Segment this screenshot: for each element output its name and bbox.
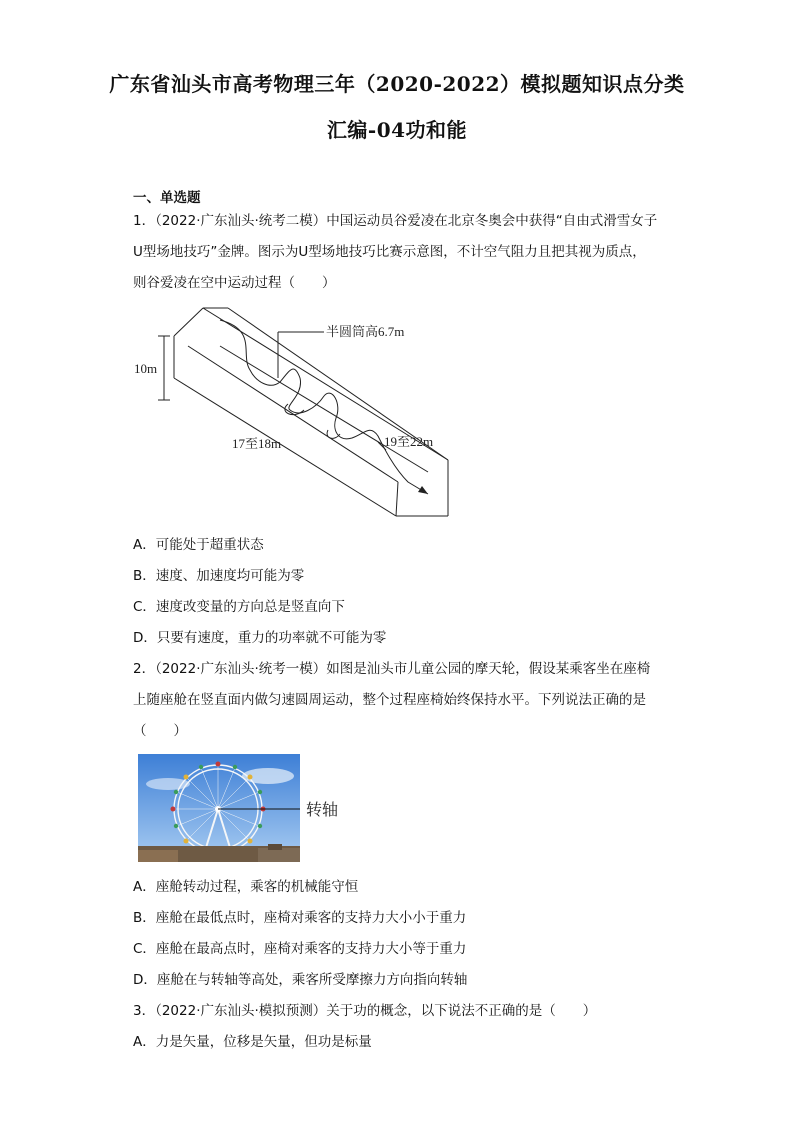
section-heading: 一、单选题 xyxy=(133,190,201,206)
q1-option-b: B．速度、加速度均可能为零 xyxy=(133,568,305,584)
q1-option-c: C．速度改变量的方向总是竖直向下 xyxy=(133,599,345,615)
document-title-line-1: 广东省汕头市高考物理三年（2020-2022）模拟题知识点分类 xyxy=(109,72,685,96)
q1-stem-line-1: 1．（2022·广东汕头·统考二模）中国运动员谷爱凌在北京冬奥会中获得“自由式滑雪女子 xyxy=(133,213,658,229)
right-length-label: 19至22m xyxy=(384,434,434,449)
ferris-wheel-photo xyxy=(138,754,300,862)
q3-option-a: A．力是矢量，位移是矢量，但功是标量 xyxy=(133,1034,372,1050)
q1-option-d: D．只要有速度，重力的功率就不可能为零 xyxy=(133,630,387,646)
left-length-label: 17至18m xyxy=(232,436,282,451)
q1-option-a: A．可能处于超重状态 xyxy=(133,537,264,553)
q2-option-b: B．座舱在最低点时，座椅对乘客的支持力大小小于重力 xyxy=(133,910,467,926)
q1-stem-line-3: 则谷爱凌在空中运动过程（ ） xyxy=(133,275,336,291)
pipe-height-label: 半圆筒高6.7m xyxy=(326,324,405,339)
axis-label-holder xyxy=(300,800,360,820)
u-pipe-diagram xyxy=(128,300,458,530)
q2-stem-line-1: 2．（2022·广东汕头·统考一模）如图是汕头市儿童公园的摩天轮，假设某乘客坐在座椅 xyxy=(133,661,651,677)
q1-stem-line-2: U型场地技巧”金牌。图示为U型场地技巧比赛示意图，不计空气阻力且把其视为质点， xyxy=(133,244,646,260)
q2-option-d: D．座舱在与转轴等高处，乘客所受摩擦力方向指向转轴 xyxy=(133,972,468,988)
q2-stem-line-3: （ ） xyxy=(133,723,187,739)
axis-label: 转轴 xyxy=(306,800,339,819)
q2-stem-line-2: 上随座舱在竖直面内做匀速圆周运动，整个过程座椅始终保持水平。下列说法正确的是 xyxy=(133,692,646,708)
height-label: 10m xyxy=(134,361,158,376)
q3-stem-line-1: 3．（2022·广东汕头·模拟预测）关于功的概念，以下说法不正确的是（ ） xyxy=(133,1003,597,1019)
document-title-line-2: 汇编-04功和能 xyxy=(326,118,468,142)
q2-option-a: A．座舱转动过程，乘客的机械能守恒 xyxy=(133,879,359,895)
q2-option-c: C．座舱在最高点时，座椅对乘客的支持力大小等于重力 xyxy=(133,941,467,957)
